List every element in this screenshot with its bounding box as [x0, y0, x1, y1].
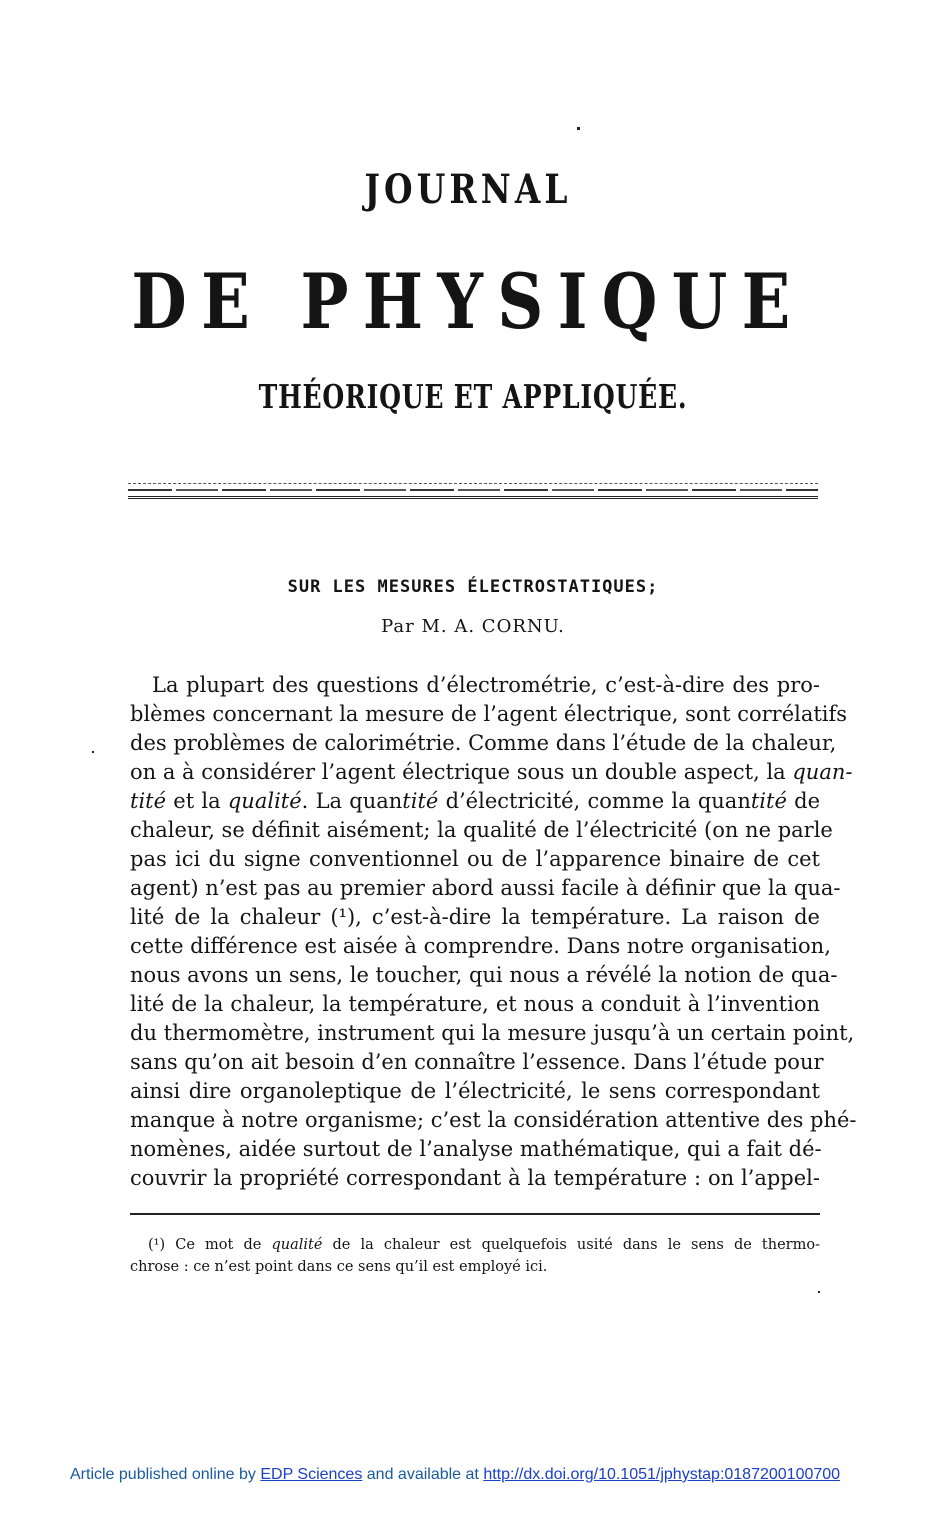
doi-link[interactable]: http://dx.doi.org/10.1051/jphystap:0187200100700: [483, 1466, 841, 1483]
article-author: Par M. A. CORNU.: [381, 616, 565, 637]
body-line: manque à notre organisme; c’est la considération attentive des phé-: [130, 1108, 857, 1132]
journal-title: DE PHYSIQUE: [131, 257, 805, 346]
body-line: agent) n’est pas au premier abord aussi facile à définir que la qua-: [130, 876, 841, 900]
journal-word: JOURNAL: [364, 166, 572, 213]
body-line: nomènes, aidée surtout de l’analyse mathématique, qui a fait dé-: [130, 1137, 822, 1161]
body-line: du thermomètre, instrument qui la mesure jusqu’à un certain point,: [130, 1021, 855, 1045]
body-line: des problèmes de calorimétrie. Comme dans l’étude de la chaleur,: [130, 731, 837, 755]
body-line: on a à considérer l’agent électrique sous un double aspect, la quan-: [130, 760, 853, 784]
print-speck: [818, 1291, 820, 1293]
article-title: SUR LES MESURES ÉLECTROSTATIQUES;: [287, 577, 659, 597]
publisher-link[interactable]: EDP Sciences: [260, 1466, 363, 1483]
header-rule-ornament: [128, 489, 818, 491]
publication-credit: [70, 1464, 840, 1486]
footnote-line: chrose : ce n’est point dans ce sens qu’il est employé ici.: [130, 1259, 548, 1275]
body-line: couvrir la propriété correspondant à la température : on l’appel-: [130, 1166, 820, 1190]
print-speck: [92, 751, 94, 753]
body-line: cette différence est aisée à comprendre. Dans notre organisation,: [130, 934, 831, 958]
credit-prefix: Article published online by: [70, 1466, 256, 1483]
footnote-rule: [130, 1213, 820, 1215]
body-line: chaleur, se définit aisément; la qualité de l’électricité (on ne parle: [130, 818, 833, 842]
body-line: pas ici du signe conventionnel ou de l’apparence binaire de cet: [130, 847, 820, 871]
body-line: nous avons un sens, le toucher, qui nous a révélé la notion de qua-: [130, 963, 838, 987]
footnote-line: (¹) Ce mot de qualité de la chaleur est quelquefois usité dans le sens de thermo-: [148, 1237, 820, 1253]
body-line: sans qu’on ait besoin d’en connaître l’essence. Dans l’étude pour: [130, 1050, 824, 1074]
body-line: blèmes concernant la mesure de l’agent électrique, sont corrélatifs: [130, 702, 848, 726]
header-rule: [128, 483, 818, 499]
credit-middle: and available at: [366, 1466, 479, 1483]
print-speck: [577, 127, 580, 130]
body-line: La plupart des questions d’électrométrie, c’est-à-dire des pro-: [152, 673, 820, 697]
journal-subtitle: THÉORIQUE ET APPLIQUÉE.: [258, 377, 688, 416]
body-line: ainsi dire organoleptique de l’électricité, le sens correspondant: [130, 1079, 820, 1103]
body-line: tité et la qualité. La quantité d’électricité, comme la quantité de: [130, 789, 820, 813]
body-line: lité de la chaleur, la température, et nous a conduit à l’invention: [130, 992, 820, 1016]
body-line: lité de la chaleur (¹), c’est-à-dire la température. La raison de: [130, 905, 820, 929]
